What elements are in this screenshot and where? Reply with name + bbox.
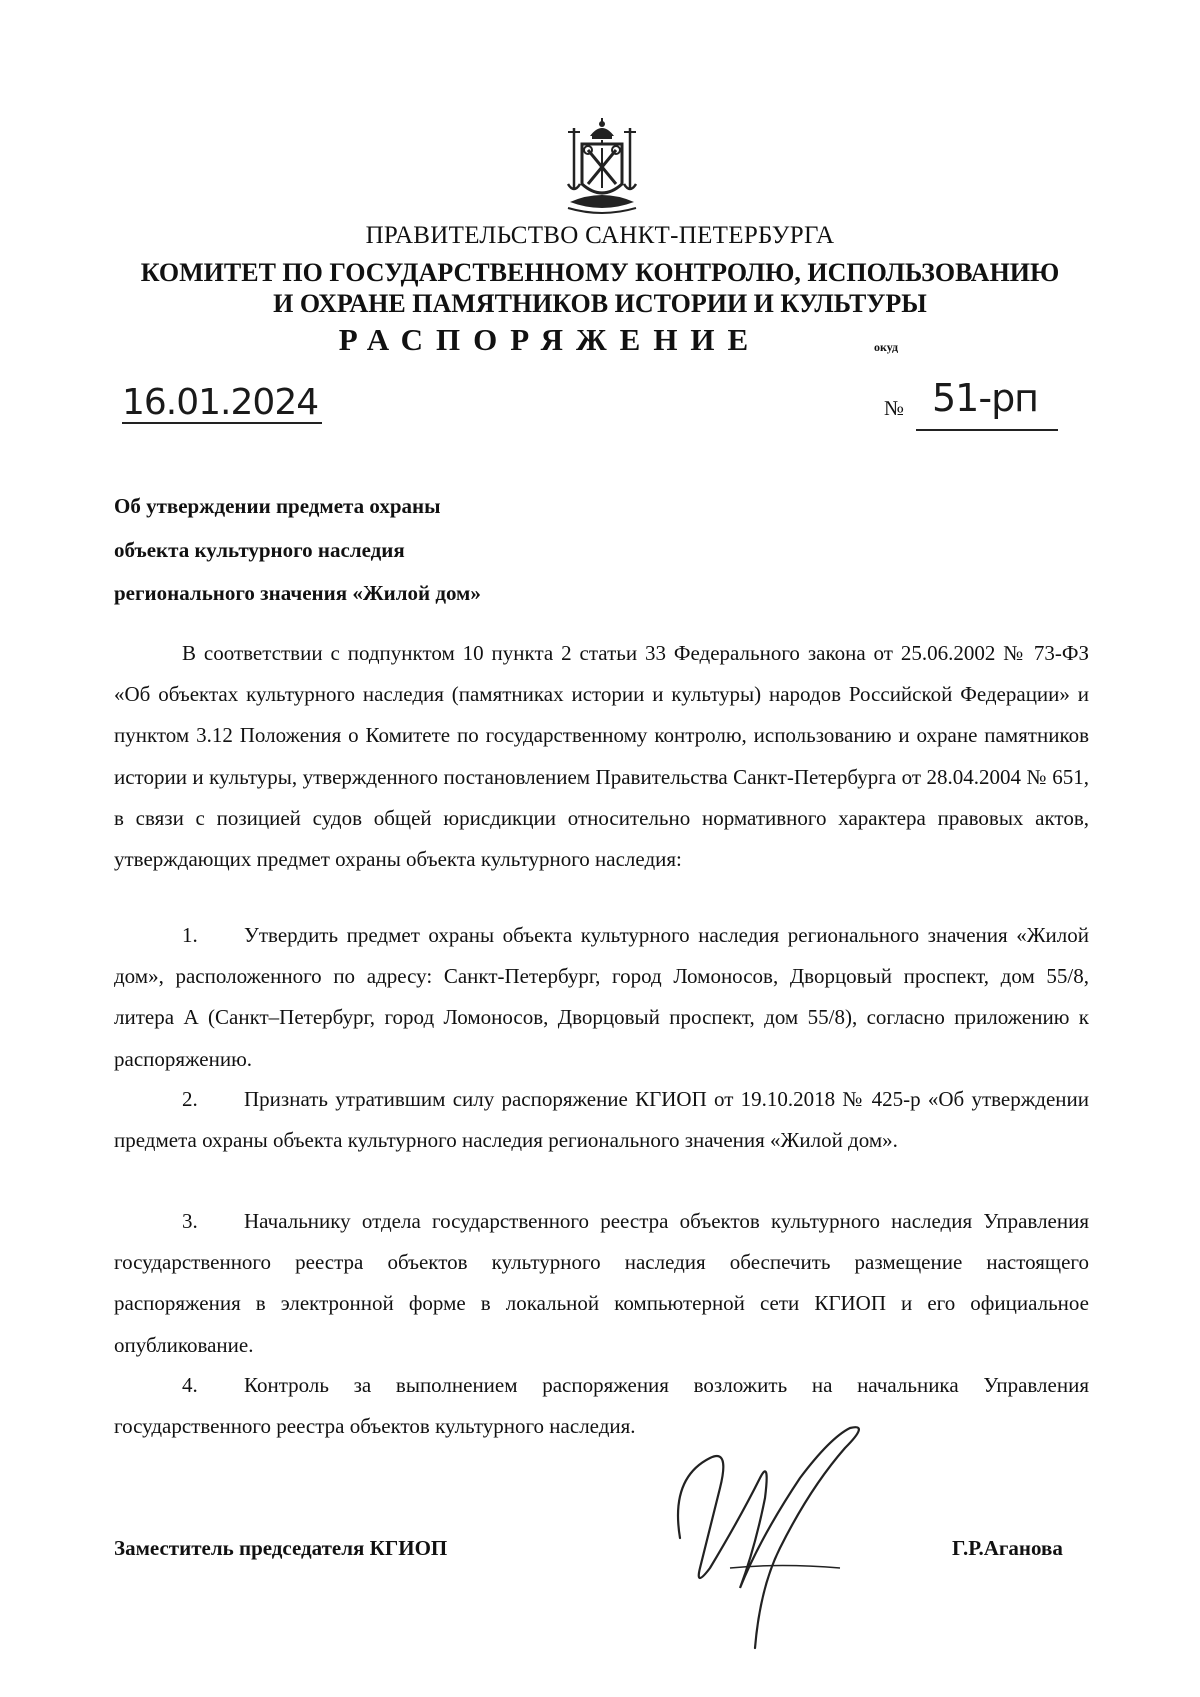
item-number: 2. <box>182 1087 198 1111</box>
document-subject <box>114 485 481 616</box>
item-number: 3. <box>182 1209 198 1233</box>
subject-line: регионального значения «Жилой дом» <box>114 581 481 605</box>
number-underline <box>916 429 1058 431</box>
item-number: 4. <box>182 1373 198 1397</box>
item-text: Утвердить предмет охраны объекта культурного наследия регионального значения «Жилой дом», расположенного по адресу: Санкт-Петербург, город Ломоносов, Дворцовый проспект, дом 55/8, литера А (Санкт–Петербург, город Ломоносов, Дворцовый проспект, дом 55/8), согласно приложению к распоряжению. <box>114 923 1089 1071</box>
list-item <box>114 1201 1089 1366</box>
signatory-name: Г.Р.Аганова <box>952 1536 1063 1560</box>
document-number: 51-рп <box>932 376 1039 420</box>
handwritten-signature-icon <box>670 1418 870 1658</box>
list-item <box>114 1079 1089 1161</box>
government-name: ПРАВИТЕЛЬСТВО САНКТ-ПЕТЕРБУРГА <box>365 222 835 249</box>
subject-line: объекта культурного наследия <box>114 537 405 562</box>
okud-mark: окуд <box>874 340 899 354</box>
coat-of-arms-icon <box>560 118 644 218</box>
subject-line: Об утверждении предмета охраны <box>114 494 441 518</box>
list-item <box>114 915 1089 1080</box>
document-date: 16.01.2024 <box>122 384 322 424</box>
committee-name-line-2: И ОХРАНЕ ПАМЯТНИКОВ ИСТОРИИ И КУЛЬТУРЫ <box>273 289 927 318</box>
signatory-title: Заместитель председателя КГИОП <box>114 1536 448 1560</box>
document-type: РАСПОРЯЖЕНИЕ <box>338 322 762 357</box>
item-text: Контроль за выполнением распоряжения возложить на начальника Управления государственного реестра объектов культурного наследия. <box>114 1373 1089 1439</box>
committee-name-line-1: КОМИТЕТ ПО ГОСУДАРСТВЕННОМУ КОНТРОЛЮ, ИСПОЛЬЗОВАНИЮ <box>140 258 1060 287</box>
list-item <box>114 1365 1089 1447</box>
item-text: Начальнику отдела государственного реестра объектов культурного наследия Управления государственного реестра объектов культурного наследия обеспечить размещение настоящего распоряжения в электронной форме в локальной компьютерной сети КГИОП и его официальное опубликование. <box>114 1209 1089 1357</box>
item-number: 1. <box>182 923 198 947</box>
number-label: № <box>884 396 905 420</box>
item-text: Признать утратившим силу распоряжение КГИОП от 19.10.2018 № 425-р «Об утверждении предмета охраны объекта культурного наследия регионального значения «Жилой дом». <box>114 1087 1089 1153</box>
preamble-paragraph: В соответствии с подпунктом 10 пункта 2 статьи 33 Федерального закона от 25.06.2002 № 73-ФЗ «Об объектах культурного наследия (памятниках истории и культуры) народов Российской Федерации» и пунктом 3.12 Положения о Комитете по государственному контролю, использованию и охране памятников истории и культуры, утвержденного постановлением Правительства Санкт-Петербурга от 28.04.2004 № 651, в связи с позицией судов общей юрисдикции относительно нормативного характера правовых актов, утверждающих предмет охраны объекта культурного наследия: <box>114 641 1089 872</box>
